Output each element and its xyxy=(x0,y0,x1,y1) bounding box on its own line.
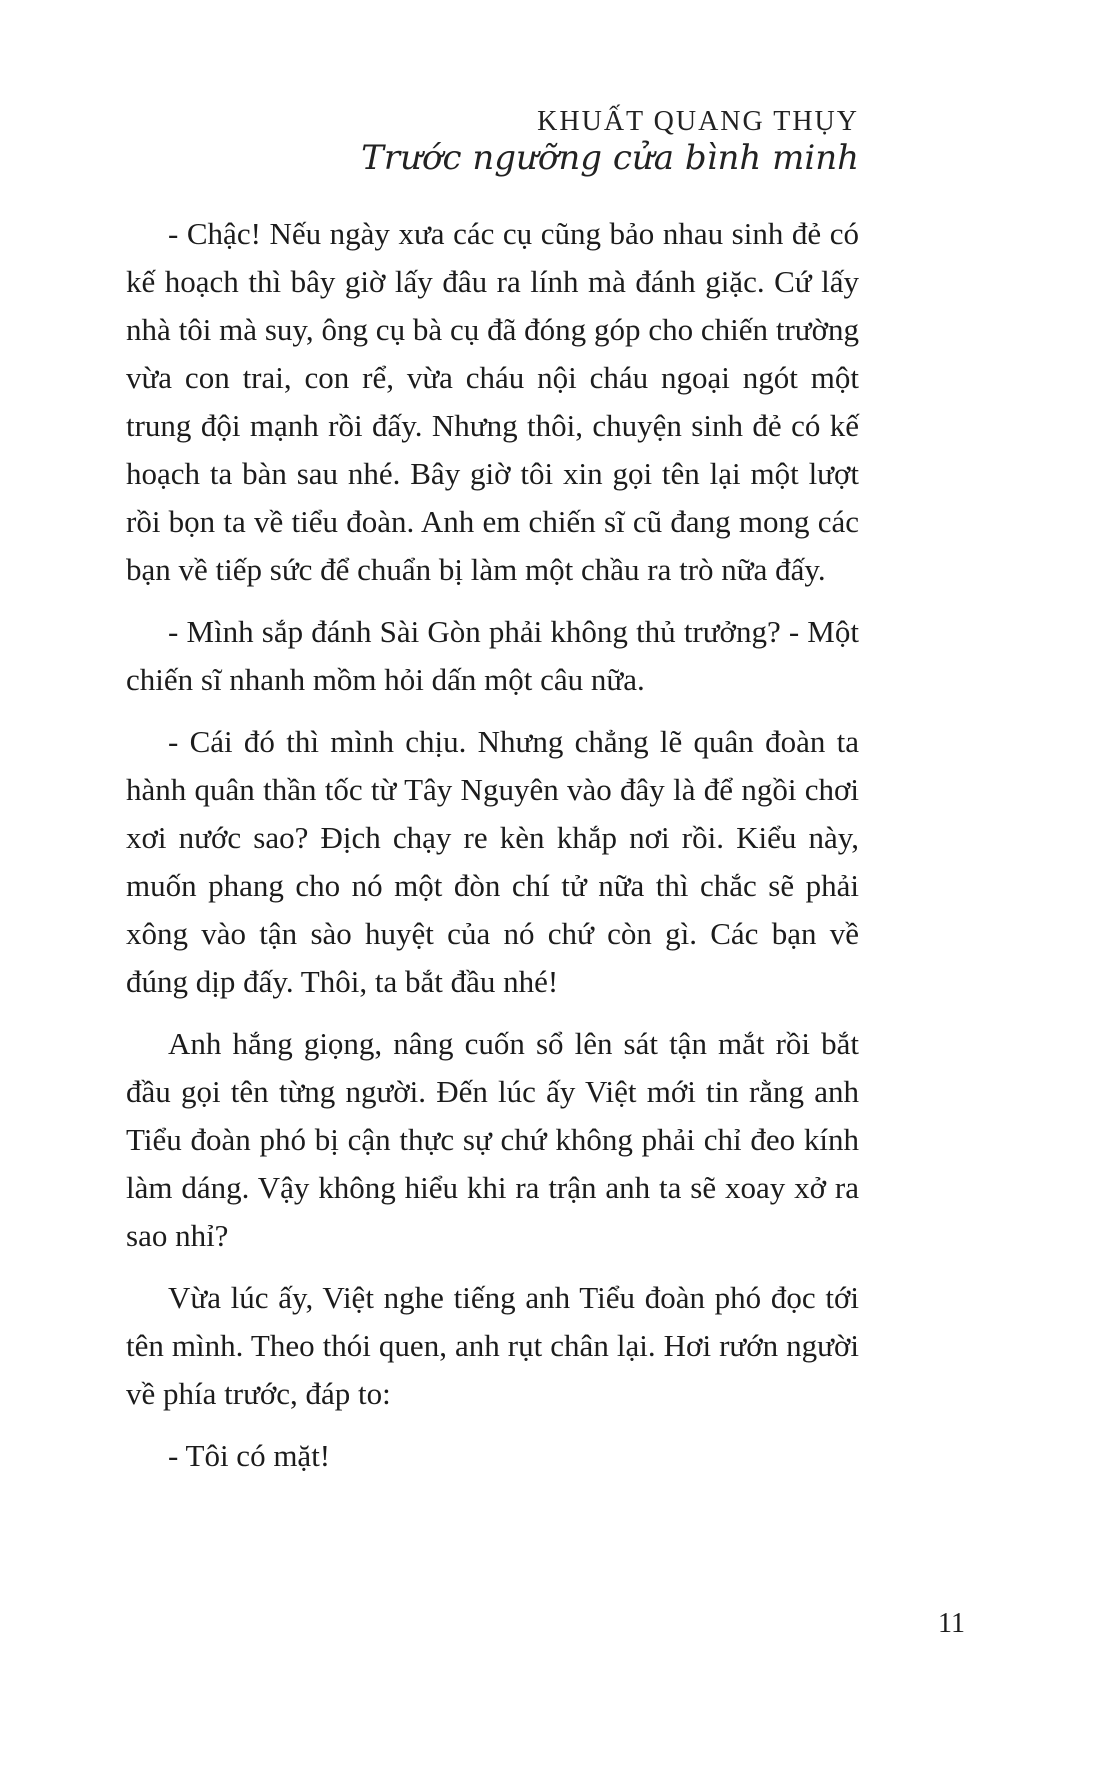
paragraph-narration-1: Anh hắng giọng, nâng cuốn sổ lên sát tận mắt rồi bắt đầu gọi tên từng người. Đến lúc ấy Việt mới tin rằng anh Tiểu đoàn phó bị cận thực sự chứ không phải chỉ đeo kính làm dáng. Vậy không hiểu khi ra trận anh ta sẽ xoay xở ra sao nhỉ? xyxy=(126,1026,859,1253)
author-name: KHUẤT QUANG THỤY xyxy=(537,106,859,137)
page-body-text xyxy=(126,210,859,1494)
paragraph-dialogue-4: - Tôi có mặt! xyxy=(168,1438,331,1473)
running-head xyxy=(126,106,859,178)
book-title: Trước ngưỡng cửa bình minh xyxy=(361,138,859,179)
paragraph-narration-2: Vừa lúc ấy, Việt nghe tiếng anh Tiểu đoàn phó đọc tới tên mình. Theo thói quen, anh rụt chân lại. Hơi rướn người về phía trước, đáp to: xyxy=(126,1280,859,1411)
paragraph-dialogue-3: - Cái đó thì mình chịu. Nhưng chẳng lẽ quân đoàn ta hành quân thần tốc từ Tây Nguyên vào đây là để ngồi chơi xơi nước sao? Địch chạy re kèn khắp nơi rồi. Kiểu này, muốn phang cho nó một đòn chí tử nữa thì chắc sẽ phải xông vào tận sào huyệt của nó chứ còn gì. Các bạn về đúng dịp đấy. Thôi, ta bắt đầu nhé! xyxy=(126,724,859,999)
paragraph-dialogue-1: - Chậc! Nếu ngày xưa các cụ cũng bảo nhau sinh đẻ có kế hoạch thì bây giờ lấy đâu ra lính mà đánh giặc. Cứ lấy nhà tôi mà suy, ông cụ bà cụ đã đóng góp cho chiến trường vừa con trai, con rể, vừa cháu nội cháu ngoại ngót một trung đội mạnh rồi đấy. Nhưng thôi, chuyện sinh đẻ có kế hoạch ta bàn sau nhé. Bây giờ tôi xin gọi tên lại một lượt rồi bọn ta về tiểu đoàn. Anh em chiến sĩ cũ đang mong các bạn về tiếp sức để chuẩn bị làm một chầu ra trò nữa đấy. xyxy=(126,216,859,587)
paragraph-dialogue-2: - Mình sắp đánh Sài Gòn phải không thủ trưởng? - Một chiến sĩ nhanh mồm hỏi dấn một câu nữa. xyxy=(126,614,859,697)
page-number: 11 xyxy=(938,1608,965,1639)
